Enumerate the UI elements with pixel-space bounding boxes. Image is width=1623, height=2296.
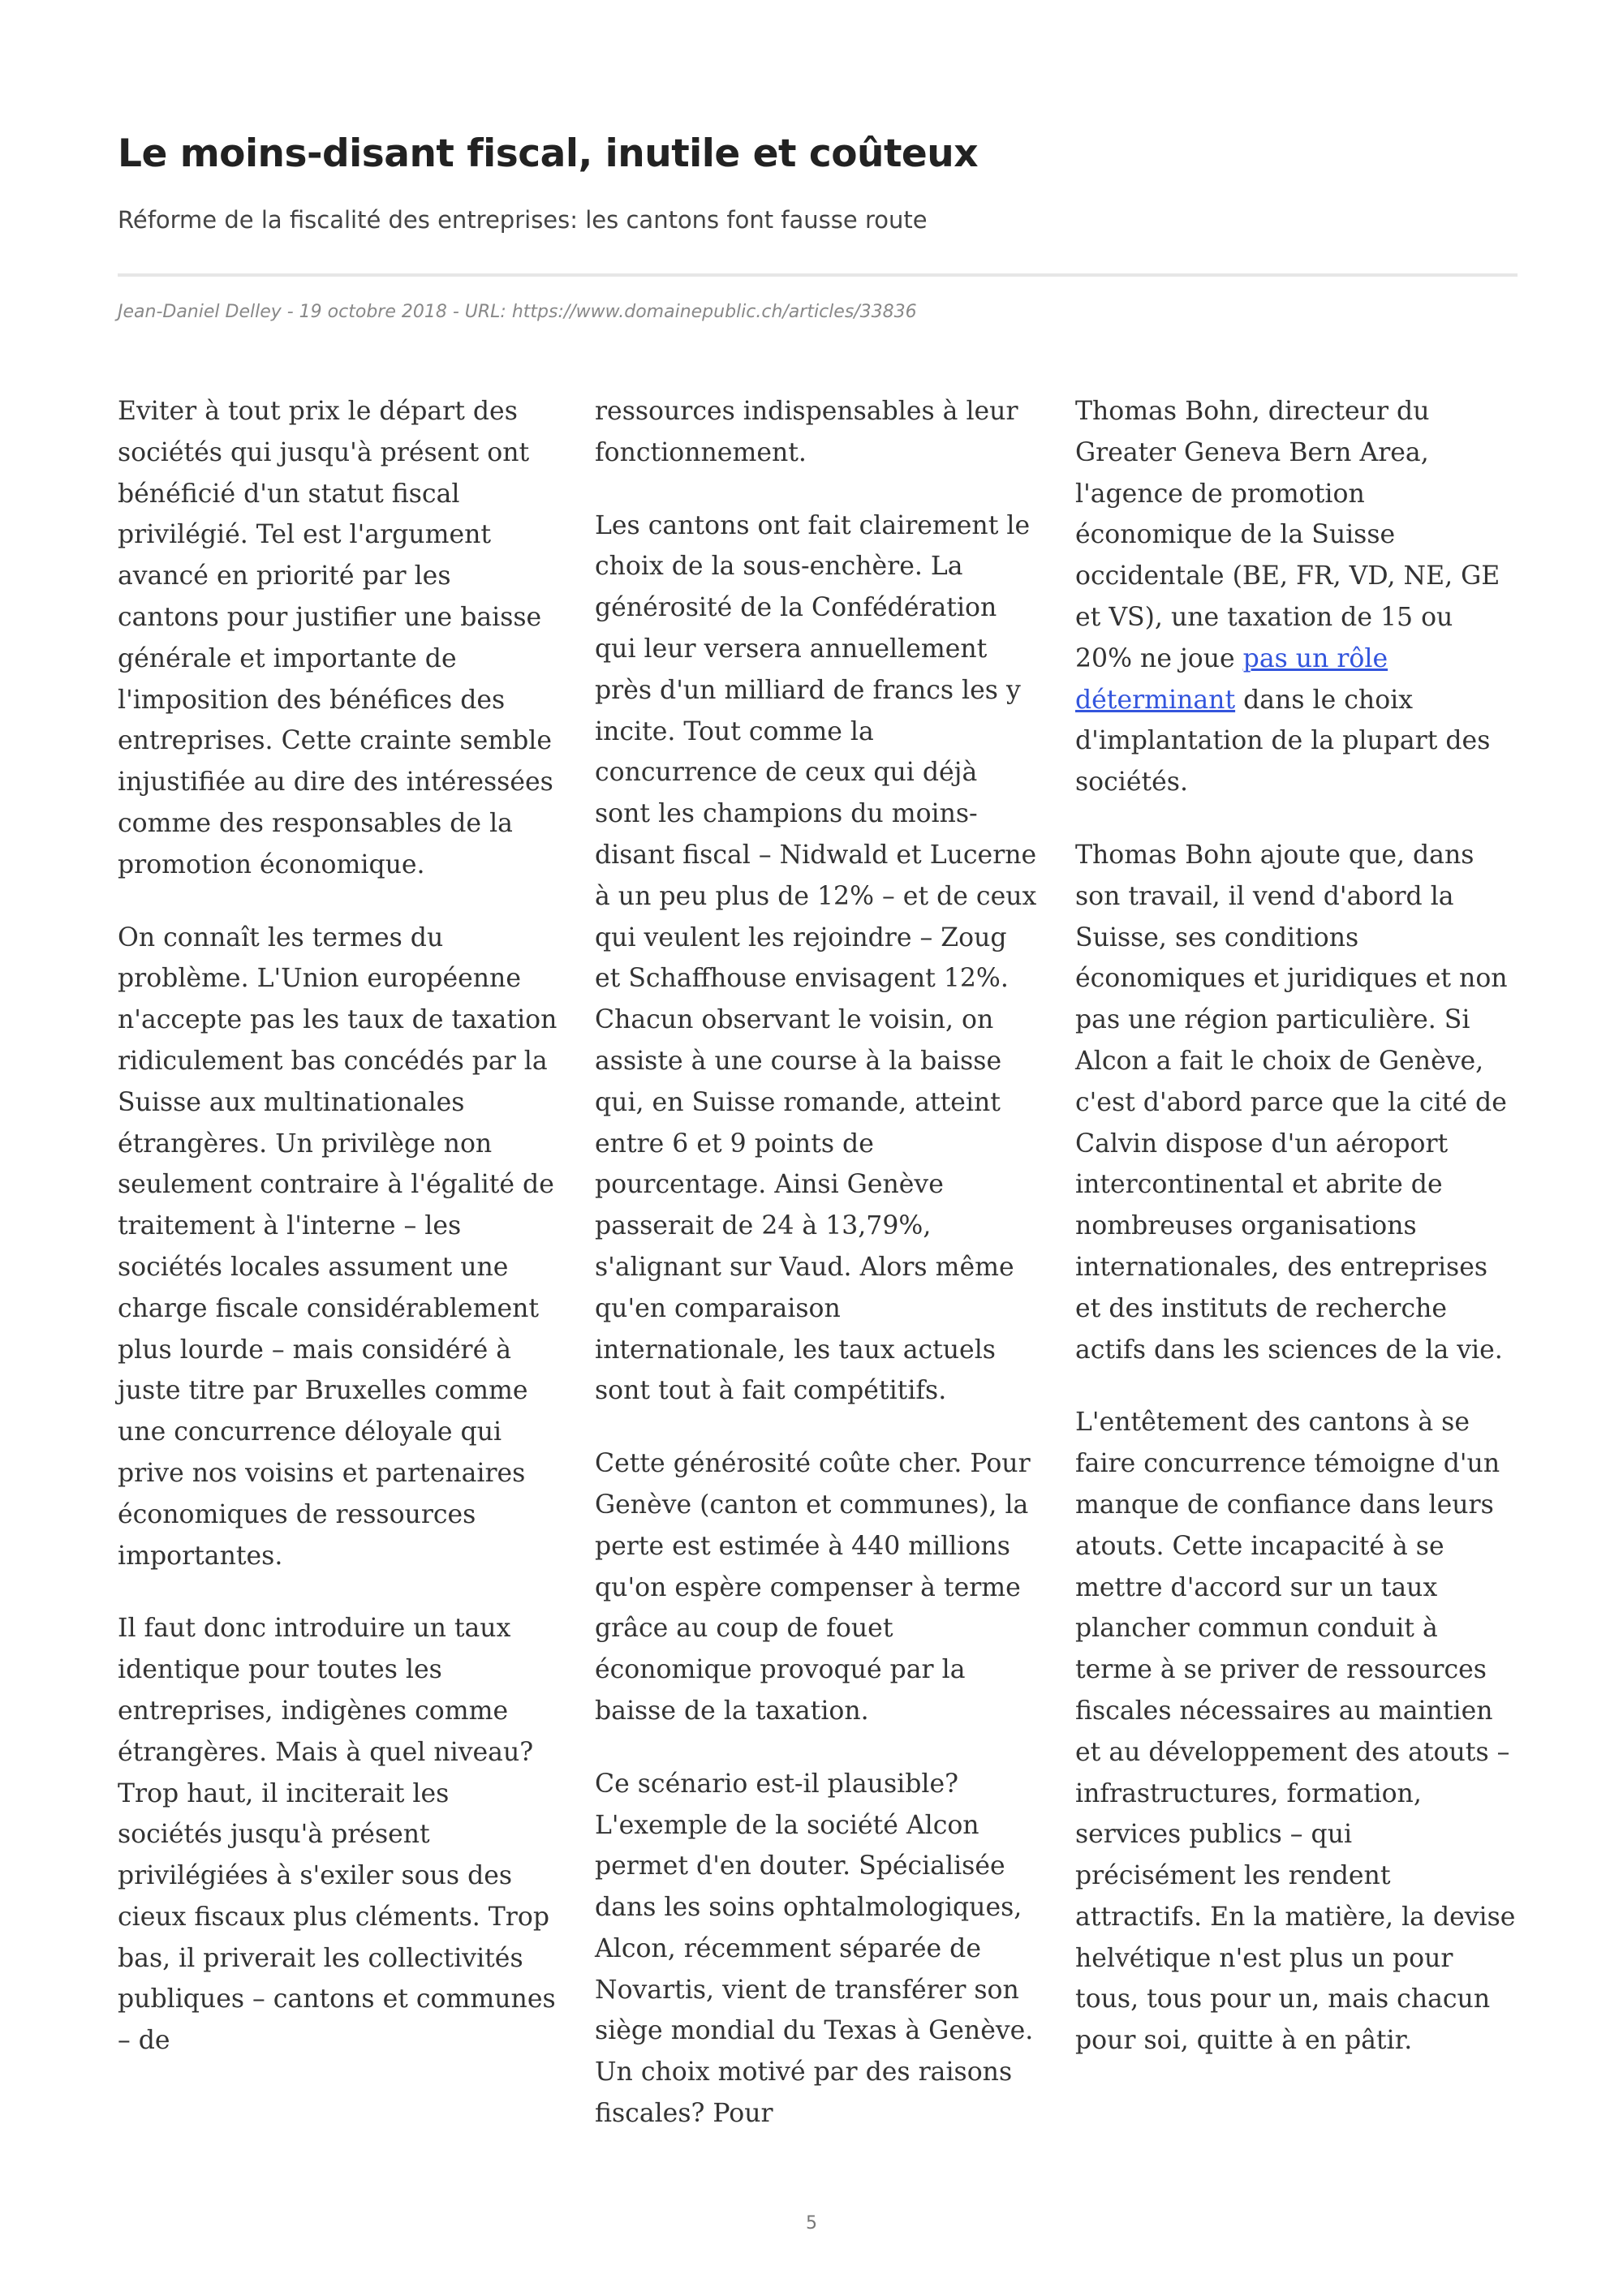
paragraph: Cette générosité coûte cher. Pour Genève (canton et communes), la perte est estimée à 440 millions qu'on espère compenser à terme grâce au coup de fouet économique provoqué par la baisse de la taxation. [595, 1449, 1031, 1726]
article-subtitle: Réforme de la fiscalité des entreprises: les cantons font fausse route [118, 206, 928, 234]
paragraph: Thomas Bohn ajoute que, dans son travail, il vend d'abord la Suisse, ses conditions économiques et juridiques et non pas une région particulière. Si Alcon a fait le choix de Genève, c'est d'abord parce que la cité de Calvin dispose d'un aéroport intercontinental et abrite de nombreuses organisations internationales, des entreprises et des instituts de recherche actifs dans les sciences de la vie. [1075, 840, 1508, 1365]
paragraph: ressources indispensables à leur fonctionnement. [595, 397, 1018, 467]
page-number: 5 [806, 2213, 817, 2234]
text-column-3 [1075, 391, 1518, 2093]
text-column-1 [118, 391, 560, 2093]
header-divider [118, 273, 1518, 277]
paragraph: L'entêtement des cantons à se faire concurrence témoigne d'un manque de confiance dans leurs atouts. Cette incapacité à se mettre d'accord sur un taux plancher commun conduit à terme à se priver de ressources fiscales nécessaires au maintien et au développement des atouts – infrastructures, formation, services publics – qui précisément les rendent attractifs. En la matière, la devise helvétique n'est plus un pour tous, tous pour un, mais chacun pour soi, quitte à en pâtir. [1075, 1408, 1516, 2056]
paragraph: Il faut donc introduire un taux identique pour toutes les entreprises, indigènes comme étrangères. Mais à quel niveau? Trop haut, il inciterait les sociétés jusqu'à présent privilégiées à s'exiler sous des cieux fiscaux plus cléments. Trop bas, il priverait les collectivités publiques – cantons et communes – de [118, 1614, 556, 2056]
article-title: Le moins-disant fiscal, inutile et coûteux [118, 131, 979, 176]
paragraph: Les cantons ont fait clairement le choix de la sous-enchère. La générosité de la Confédération qui leur versera annuellement près d'un milliard de francs les y incite. Tout comme la concurrence de ceux qui déjà sont les champions du moins-disant fiscal – Nidwald et Lucerne à un peu plus de 12% – et de ceux qui veulent les rejoindre – Zoug et Schaffhouse envisagent 12%. Chacun observant le voisin, on assiste à une course à la baisse qui, en Suisse romande, atteint entre 6 et 9 points de pourcentage. Ainsi Genève passerait de 24 à 13,79%, s'alignant sur Vaud. Alors même qu'en comparaison internationale, les taux actuels sont tout à fait compétitifs. [595, 510, 1037, 1406]
text-column-2 [595, 391, 1037, 2166]
article-link[interactable]: pas un rôle déterminant [1075, 643, 1388, 715]
paragraph: Ce scénario est-il plausible? L'exemple de la société Alcon permet d'en douter. Spécialisée dans les soins ophtalmologiques, Alcon, récemment séparée de Novartis, vient de transférer son siège mondial du Texas à Genève. Un choix motivé par des raisons fiscales? Pour [595, 1769, 1034, 2129]
paragraph: Eviter à tout prix le départ des sociétés qui jusqu'à présent ont bénéficié d'un statut fiscal privilégié. Tel est l'argument avancé en priorité par les cantons pour justifier une baisse générale et importante de l'imposition des bénéfices des entreprises. Cette crainte semble injustifiée au dire des intéressées comme des responsables de la promotion économique. [118, 397, 553, 879]
paragraph-text: dans le choix d'implantation de la plupart des sociétés. [1075, 685, 1491, 798]
paragraph-text: Thomas Bohn, directeur du Greater Geneva Bern Area, l'agence de promotion économique de la Suisse occidentale (BE, FR, VD, NE, GE et VS), une taxation de 15 ou 20% ne joue [1075, 397, 1500, 673]
article-byline: Jean-Daniel Delley - 19 octobre 2018 - URL: https://www.domainepublic.ch/articles/33836 [118, 302, 917, 322]
paragraph: On connaît les termes du problème. L'Union européenne n'accepte pas les taux de taxation ridiculement bas concédés par la Suisse aux multinationales étrangères. Un privilège non seulement contraire à l'égalité de traitement à l'interne – les sociétés locales assument une charge fiscale considérablement plus lourde – mais considéré à juste titre par Bruxelles comme une concurrence déloyale qui prive nos voisins et partenaires économiques de ressources importantes. [118, 922, 558, 1571]
paragraph [1075, 391, 1518, 803]
